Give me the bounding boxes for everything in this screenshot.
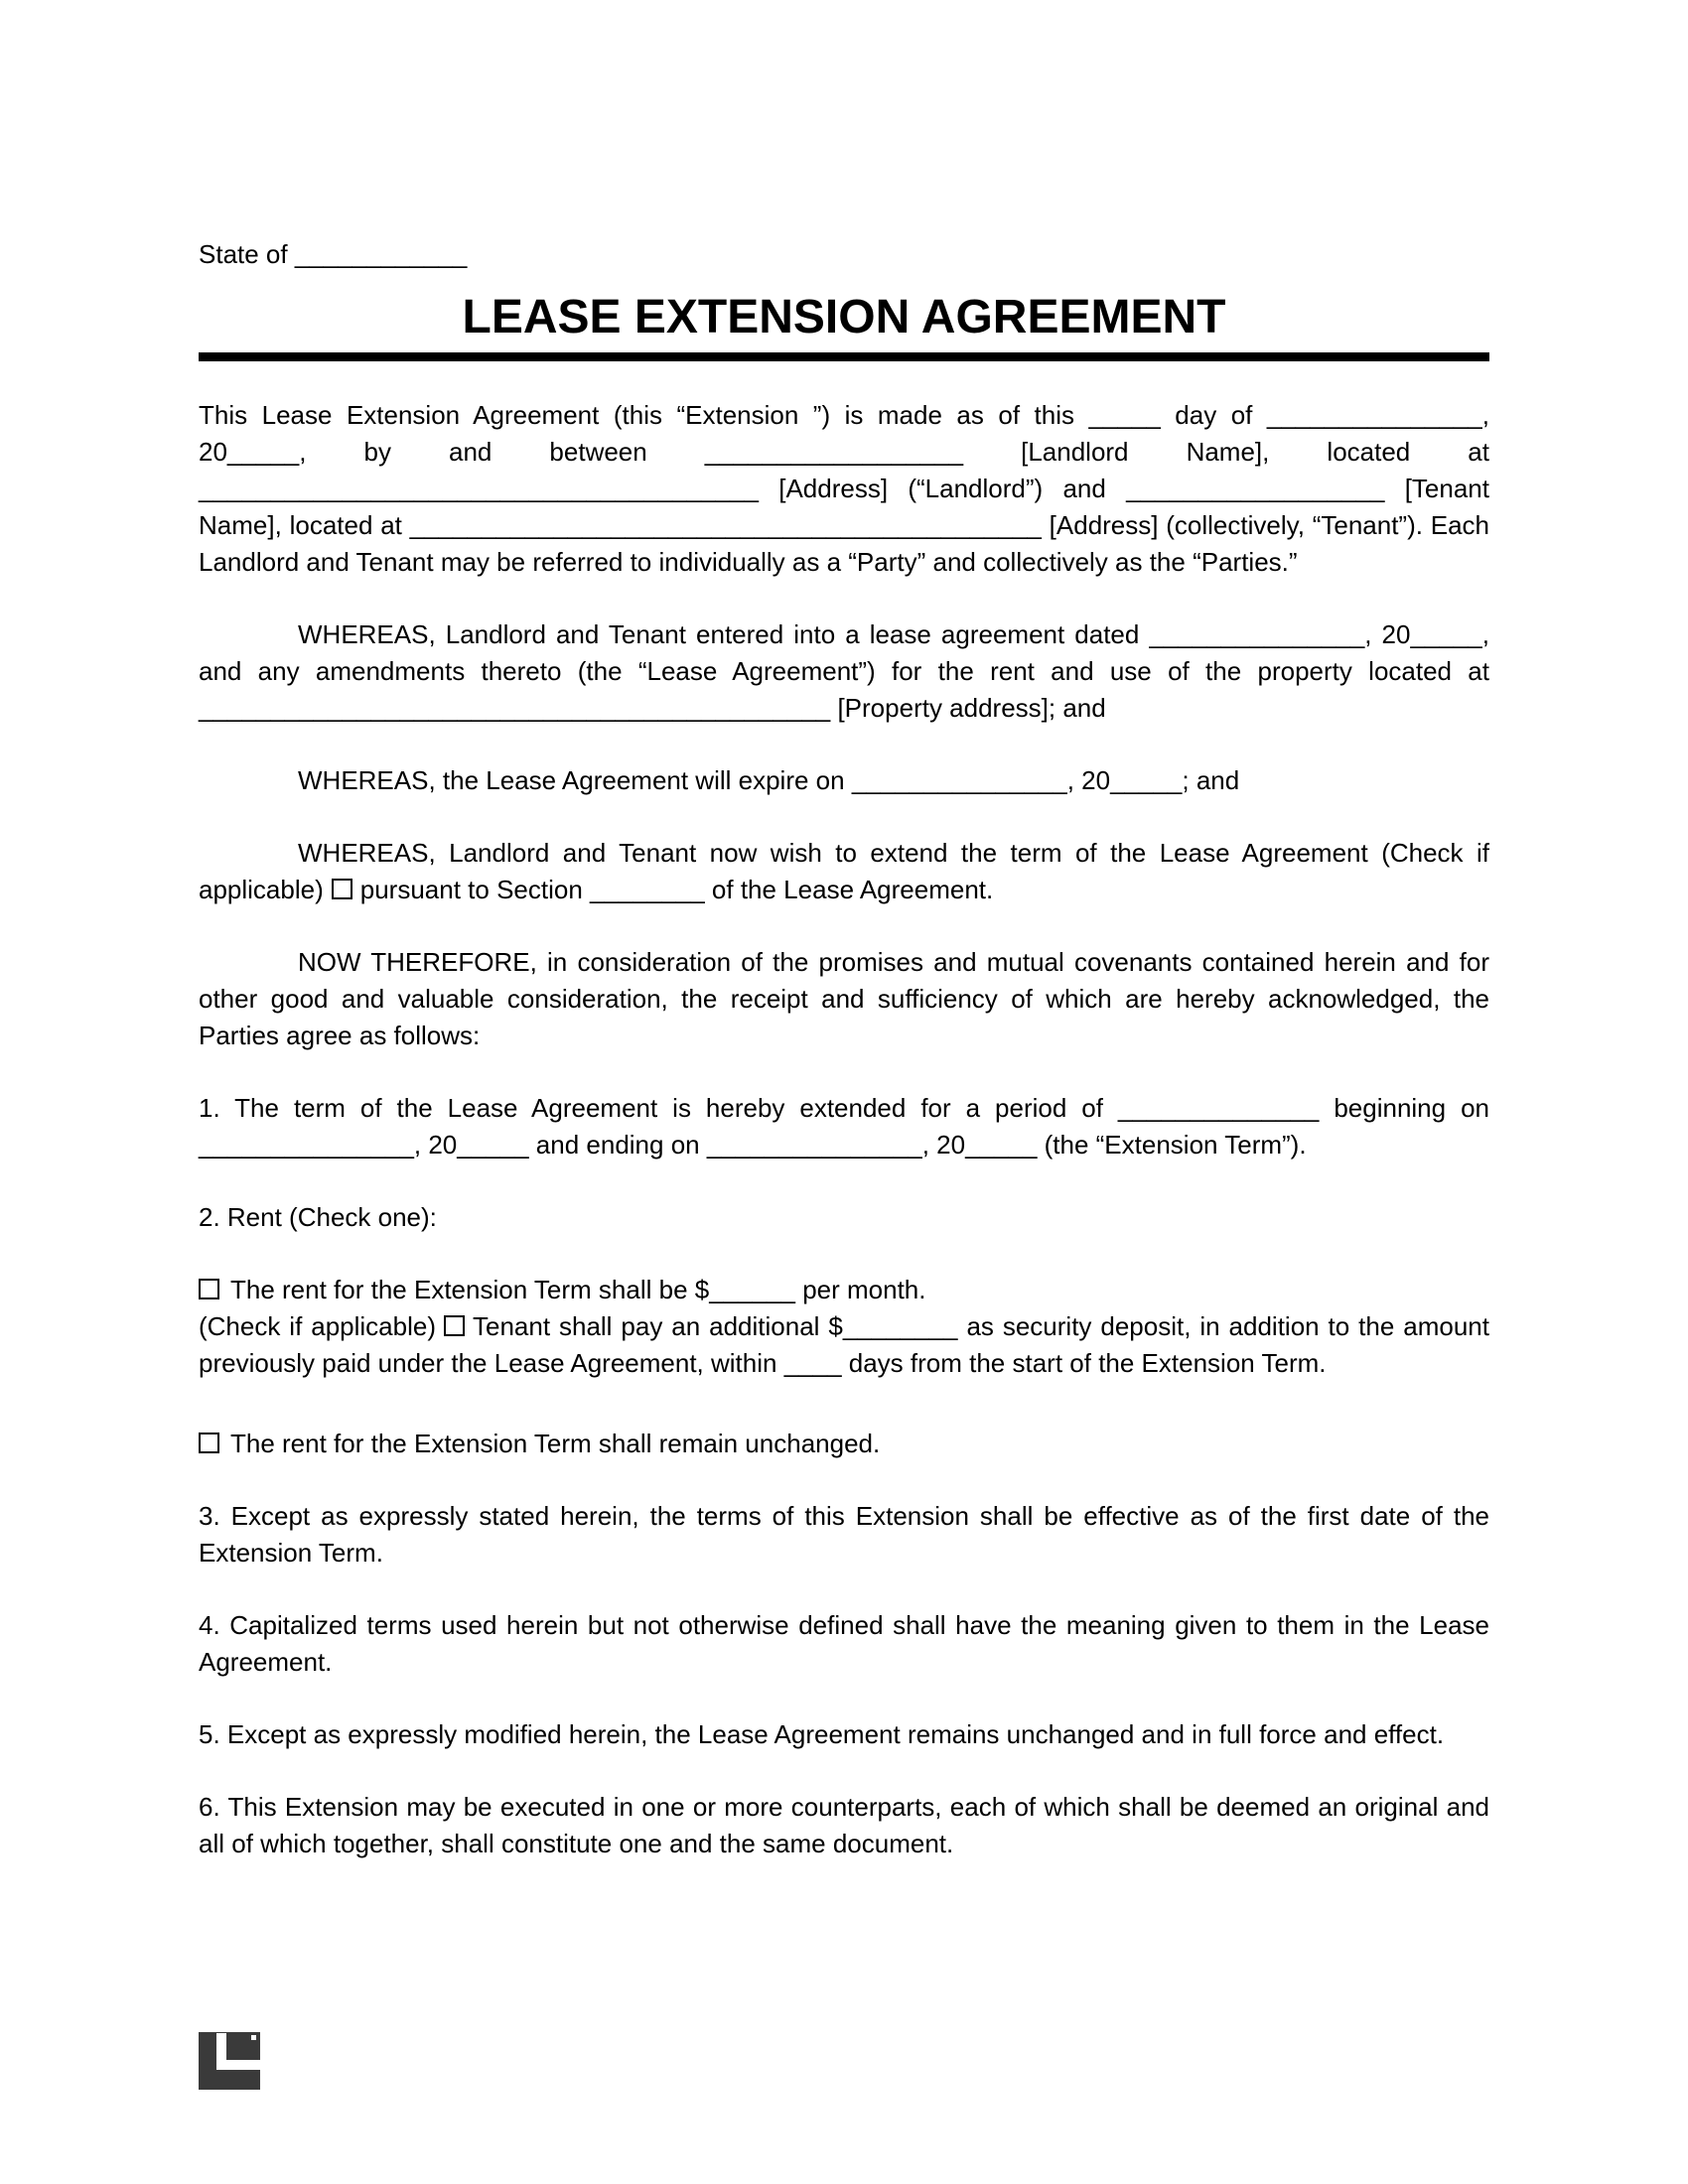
- logo-dot-icon: [251, 2035, 256, 2040]
- security-deposit-text-before: (Check if applicable): [199, 1311, 436, 1341]
- security-deposit-option: [199, 1308, 1489, 1382]
- rent-unchanged-checkbox[interactable]: [199, 1433, 219, 1453]
- legal-templates-logo: [199, 2032, 260, 2090]
- rent-unchanged-text: The rent for the Extension Term shall remain unchanged.: [230, 1429, 881, 1458]
- clause-6-paragraph: 6. This Extension may be executed in one or more counterparts, each of which shall be deemed an original and all of which together, shall constitute one and the same document.: [199, 1792, 1489, 1858]
- intro-paragraph: This Lease Extension Agreement (this “Extension ”) is made as of this _____ day of _______________, 20_____, by and between __________________ [Landlord Name], located at _______________________________________ [Address] (“Landlord”) and __________________ [Tenant Name], located at ____________________________________________ [Address] (collectively, “Tenant”). Each Landlord and Tenant may be referred to individually as a “Party” and collectively as the “Parties.”: [199, 400, 1489, 577]
- clause-4-paragraph: 4. Capitalized terms used herein but not otherwise defined shall have the meaning given to them in the Lease Agreement.: [199, 1610, 1489, 1677]
- whereas-expire-paragraph: WHEREAS, the Lease Agreement will expire on _______________, 20_____; and: [298, 765, 1240, 795]
- rent-unchanged-option: [199, 1426, 1489, 1462]
- whereas-extend-text-before: WHEREAS, Landlord and Tenant now wish to extend the term of the Lease Agreement (Check if applicable): [199, 838, 1489, 904]
- section-checkbox[interactable]: [332, 879, 352, 899]
- page-title: LEASE EXTENSION AGREEMENT: [462, 291, 1226, 343]
- rent-monthly-text: The rent for the Extension Term shall be $______ per month.: [230, 1275, 926, 1304]
- rent-per-month-checkbox[interactable]: [199, 1279, 219, 1299]
- logo-l-foot-icon: [216, 2060, 260, 2070]
- security-deposit-text-after: Tenant shall pay an additional $________ as security deposit, in addition to the amount previously paid under the Lease Agreement, within ____ days from the start of the Extension Term.: [199, 1311, 1489, 1378]
- whereas-extend-paragraph: [199, 835, 1489, 908]
- whereas-lease-paragraph: WHEREAS, Landlord and Tenant entered into a lease agreement dated _______________, 20_____, and any amendments thereto (the “Lease Agreement”) for the rent and use of the property located at ____________________________________________ [Property address]; and: [199, 619, 1489, 723]
- clause-5-paragraph: 5. Except as expressly modified herein, the Lease Agreement remains unchanged and in full force and effect.: [199, 1719, 1445, 1749]
- whereas-extend-text-after: pursuant to Section ________ of the Lease Agreement.: [359, 875, 994, 904]
- clause-1-paragraph: 1. The term of the Lease Agreement is hereby extended for a period of ______________ beginning on _______________, 20_____ and ending on _______________, 20_____ (the “Extension Term”).: [199, 1093, 1489, 1160]
- security-deposit-checkbox[interactable]: [444, 1315, 465, 1336]
- state-of-line: State of ____________: [199, 239, 468, 269]
- document-page: [199, 0, 1489, 1862]
- clause-2-heading: 2. Rent (Check one):: [199, 1202, 437, 1232]
- clause-3-paragraph: 3. Except as expressly stated herein, the terms of this Extension shall be effective as of the first date of the Extension Term.: [199, 1501, 1489, 1568]
- now-therefore-paragraph: NOW THEREFORE, in consideration of the promises and mutual covenants contained herein and for other good and valuable consideration, the receipt and sufficiency of which are hereby acknowledged, the Parties agree as follows:: [199, 947, 1489, 1050]
- title-divider: [199, 352, 1489, 361]
- rent-monthly-option: [199, 1272, 1489, 1308]
